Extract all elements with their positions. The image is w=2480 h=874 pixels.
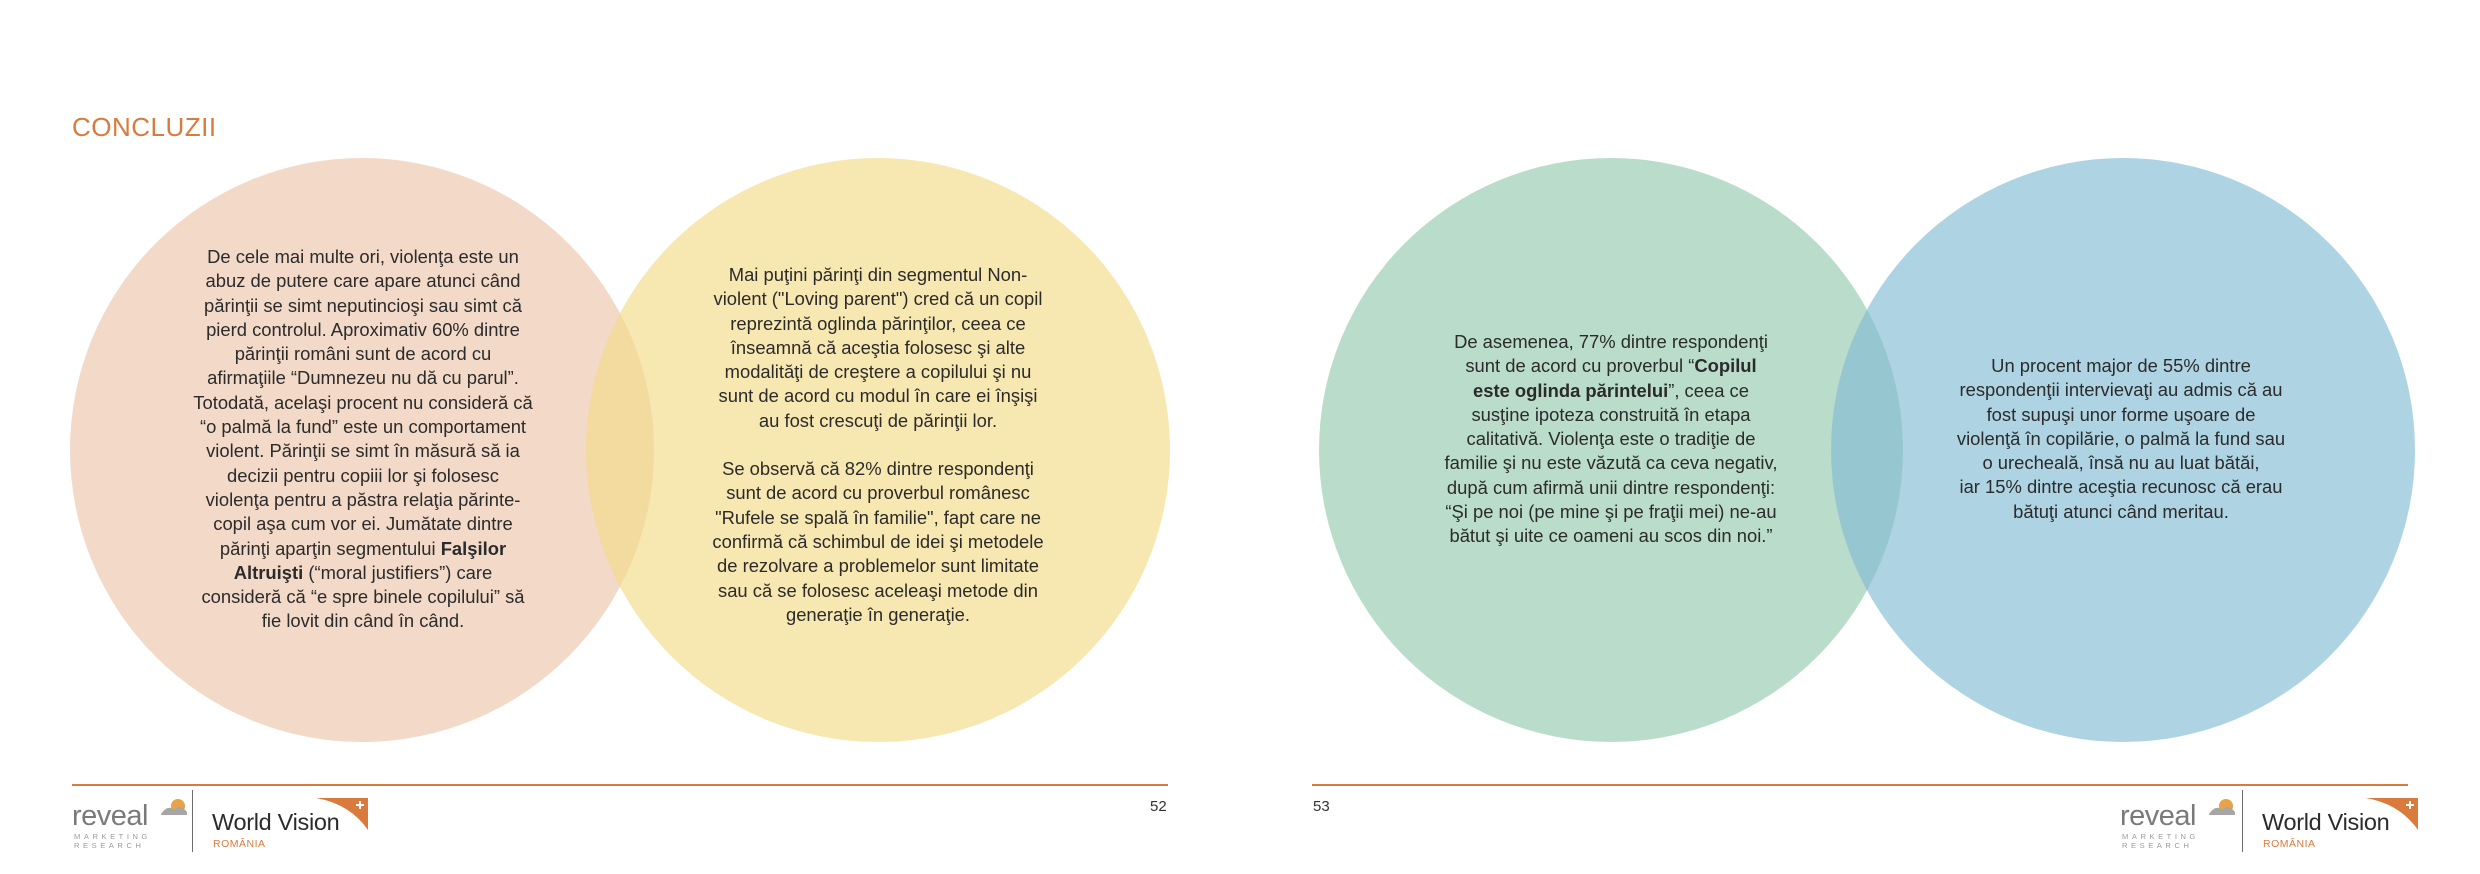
text-line: după cum afirmă unii dintre respondenţi: <box>1446 476 1776 498</box>
text-line: De asemenea, 77% dintre respondenţi <box>1454 331 1768 352</box>
text-line: Se observă că 82% dintre respondenţi <box>722 458 1034 480</box>
section-title: CONCLUZII <box>72 112 217 142</box>
reveal-logo-sub2: RESEARCH <box>74 841 145 850</box>
bold-term: Altruişti <box>233 561 304 583</box>
text-line: “Şi pe noi (pe mine şi pe fraţii mei) ne-au <box>1445 501 1777 523</box>
text-line: de rezolvare a problemelor sunt limitate <box>717 555 1039 577</box>
text-line: consideră că “e spre binele copilului” să <box>201 586 525 608</box>
text-line: bătut şi uite ce oameni au scos din noi.” <box>1449 525 1773 547</box>
world-vision-star-icon <box>2366 796 2424 830</box>
logo-divider-right <box>2242 790 2243 852</box>
text-line: copil aşa cum vor ei. Jumătate dintre <box>213 513 513 535</box>
reveal-logo-text: reveal <box>72 800 148 832</box>
world-vision-text: World Vision <box>2262 809 2390 835</box>
text-line: calitativă. Violenţa este o tradiţie de <box>1466 428 1756 450</box>
text-line: părinţii se simt neputincioşi sau simt că <box>204 294 522 316</box>
text-line: modalităţi de creştere a copilului şi nu <box>724 361 1032 383</box>
world-vision-logo-left <box>212 796 372 856</box>
world-vision-star-icon <box>316 796 374 830</box>
text-line: înseamnă că aceştia folosesc şi alte <box>730 336 1026 358</box>
reveal-logo-sub2: RESEARCH <box>2122 841 2193 850</box>
text-line: fie lovit din când în când. <box>261 610 465 632</box>
text-span: (“moral justifiers”) care <box>303 561 493 583</box>
text-line: sunt de acord cu proverbul românesc <box>726 482 1030 504</box>
reveal-logo-left <box>72 798 162 850</box>
circle-green-text <box>1420 330 1802 549</box>
circle-yellow-text <box>700 263 1056 627</box>
text-line: sau că se folosesc aceleaşi metode din <box>718 579 1038 601</box>
text-line: Totodată, acelaşi procent nu consideră că <box>193 391 533 413</box>
circle-blue-text <box>1934 354 2308 524</box>
text-line: fost supuşi unor forme uşoare de <box>1986 403 2256 425</box>
text-line: au fost crescuţi de părinţii lor. <box>758 409 998 431</box>
text-line: o urecheală, însă nu au luat bătăi, <box>1982 452 2260 474</box>
reveal-logo-sub1: MARKETING <box>2122 832 2199 841</box>
text-line: “o palmă la fund” este un comportament <box>199 416 527 438</box>
text-line: sunt de acord cu modul în care ei înşişi <box>718 385 1038 407</box>
text-line <box>1420 354 1802 378</box>
text-line: familie şi nu este văzută ca ceva negativ, <box>1444 452 1778 474</box>
text-line: generaţie în generaţie. <box>785 603 971 625</box>
bold-term: Falşilor <box>440 537 507 559</box>
reveal-logo-right <box>2120 798 2210 850</box>
text-line: Un procent major de 55% dintre <box>1991 355 2251 376</box>
world-vision-country: ROMÂNIA <box>2263 838 2316 850</box>
text-line <box>188 537 538 561</box>
text-line: violent ("Loving parent") cred că un copil <box>713 288 1043 310</box>
circle-pink-text <box>188 245 538 634</box>
text-line: părinţii români sunt de acord cu <box>234 343 492 365</box>
text-line: susţine ipoteza construită în etapa <box>1471 403 1751 425</box>
reveal-logo-sub1: MARKETING <box>74 832 151 841</box>
text-line: respondenţii intervievaţi au admis că au <box>1959 379 2283 401</box>
text-line: decizii pentru copiii lor şi folosesc <box>227 464 499 486</box>
text-line: Mai puţini părinţi din segmentul Non- <box>728 264 1028 285</box>
world-vision-logo-right <box>2262 796 2422 856</box>
text-line: bătuţi atunci când meritau. <box>2013 500 2229 522</box>
reveal-logo-text: reveal <box>2120 800 2196 832</box>
text-line: violent. Părinţii se simt în măsură să ia <box>206 440 520 462</box>
footer-rule-right <box>1312 784 2408 786</box>
text-span: ”, ceea ce <box>1668 379 1749 401</box>
text-line: reprezintă oglinda părinţilor, ceea ce <box>730 312 1026 334</box>
page-number-left: 52 <box>1150 798 1167 815</box>
text-line: pierd controlul. Aproximativ 60% dintre <box>206 318 520 340</box>
text-line: violenţa pentru a păstra relaţia părinte- <box>205 488 521 510</box>
world-vision-text: World Vision <box>212 809 340 835</box>
page-number-right: 53 <box>1313 798 1330 815</box>
footer-rule-left <box>72 784 1168 786</box>
bold-term: Copilul <box>1694 355 1757 377</box>
text-line: "Rufele se spală în familie", fapt care ne <box>715 506 1041 528</box>
world-vision-country: ROMÂNIA <box>213 838 266 850</box>
text-line: afirmaţiile “Dumnezeu nu dă cu parul”. <box>207 367 519 389</box>
reveal-mark-icon <box>160 798 188 820</box>
text-span: sunt de acord cu proverbul “ <box>1465 355 1695 377</box>
text-line: confirmă că schimbul de idei şi metodele <box>712 530 1044 552</box>
text-line: iar 15% dintre aceştia recunosc că erau <box>1959 476 2283 498</box>
logo-divider-left <box>192 790 193 852</box>
text-line: De cele mai multe ori, violenţa este un <box>207 246 519 267</box>
reveal-mark-icon <box>2208 798 2236 820</box>
text-line <box>1420 379 1802 403</box>
text-line: violenţă în copilărie, o palmă la fund sau <box>1956 427 2286 449</box>
text-line: abuz de putere care apare atunci când <box>205 270 521 292</box>
text-line <box>188 561 538 585</box>
text-span: părinţi aparţin segmentului <box>219 537 441 559</box>
bold-term: este oglinda părintelui <box>1473 379 1669 401</box>
